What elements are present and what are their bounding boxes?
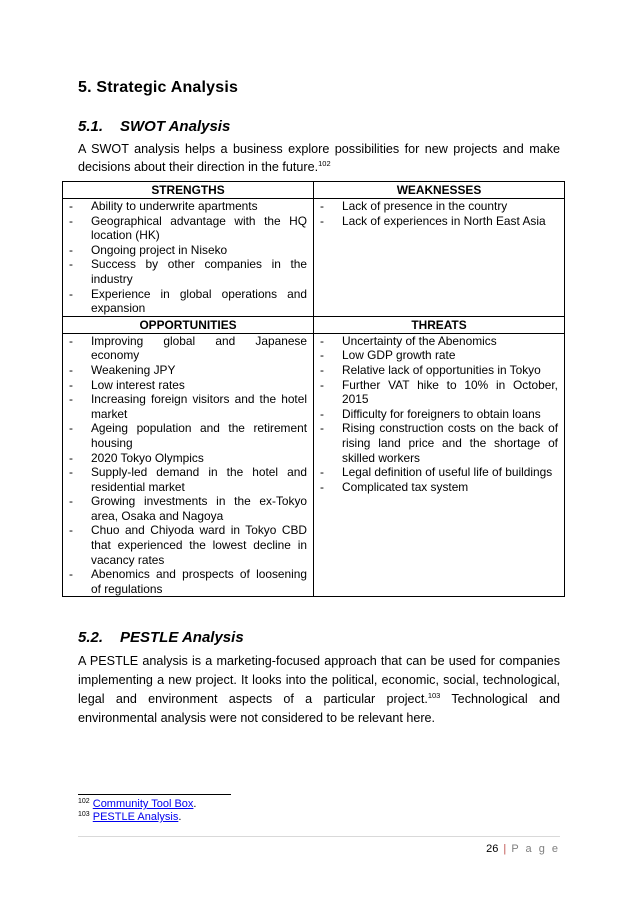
threats-item bbox=[320, 480, 558, 495]
strengths-item-text: Ongoing project in Niseko bbox=[91, 242, 228, 257]
bullet-dash: - bbox=[320, 362, 324, 377]
swot-heading bbox=[78, 118, 230, 135]
page-separator: | bbox=[503, 843, 507, 855]
opportunities-item-text: Increasing foreign visitors and the hotel market bbox=[91, 392, 307, 421]
footnote-tail: . bbox=[178, 811, 182, 823]
strengths-item bbox=[69, 214, 307, 243]
opportunities-item bbox=[69, 465, 307, 494]
threats-item bbox=[320, 348, 558, 363]
bullet-dash: - bbox=[69, 213, 73, 228]
footnote-103 bbox=[78, 811, 196, 824]
pestle-text-a: A PESTLE analysis is a marketing-focused approach that can be used for companies implementing a new project. It looks into the political, economic, social, technological, legal and environment aspects of a particular project. bbox=[78, 654, 560, 706]
threats-item bbox=[320, 334, 558, 349]
opportunities-list bbox=[69, 334, 307, 597]
bullet-dash: - bbox=[320, 479, 324, 494]
section-heading: 5. Strategic Analysis bbox=[78, 79, 239, 96]
page-label: P a g e bbox=[511, 843, 560, 855]
footnote-102 bbox=[78, 798, 196, 811]
opportunities-header: OPPORTUNITIES bbox=[63, 316, 314, 333]
weaknesses-list bbox=[320, 199, 558, 228]
pestle-heading-number: 5.2. bbox=[78, 629, 104, 646]
opportunities-item bbox=[69, 421, 307, 450]
strengths-list bbox=[69, 199, 307, 316]
bullet-dash: - bbox=[69, 242, 73, 257]
page-footer bbox=[486, 843, 560, 855]
bullet-dash: - bbox=[69, 362, 73, 377]
strengths-item-text: Success by other companies in the industry bbox=[91, 257, 307, 286]
strengths-item-text: Experience in global operations and expansion bbox=[91, 286, 307, 316]
strengths-item bbox=[69, 243, 307, 258]
weaknesses-header: WEAKNESSES bbox=[314, 182, 565, 199]
threats-item bbox=[320, 407, 558, 422]
swot-row-internal bbox=[63, 199, 565, 317]
bullet-dash: - bbox=[69, 257, 73, 272]
bullet-dash: - bbox=[69, 286, 73, 301]
bullet-dash: - bbox=[69, 450, 73, 465]
strengths-item-text: Geographical advantage with the HQ location (HK) bbox=[91, 213, 307, 243]
strengths-item bbox=[69, 257, 307, 286]
threats-item-text: Legal definition of useful life of buildings bbox=[342, 465, 553, 480]
strengths-item bbox=[69, 287, 307, 316]
bullet-dash: - bbox=[69, 392, 73, 407]
bullet-dash: - bbox=[320, 377, 324, 392]
footnote-number: 102 bbox=[78, 798, 90, 805]
threats-item bbox=[320, 421, 558, 465]
footnote-ref-103[interactable]: 103 bbox=[427, 691, 441, 700]
bullet-dash: - bbox=[69, 421, 73, 436]
opportunities-item-text: Growing investments in the ex-Tokyo area, Osaka and Nagoya bbox=[91, 494, 307, 523]
threats-item bbox=[320, 465, 558, 480]
opportunities-item-text: Ageing population and the retirement housing bbox=[91, 421, 307, 450]
bullet-dash: - bbox=[320, 421, 324, 436]
threats-cell bbox=[314, 333, 565, 597]
strengths-item-text: Ability to underwrite apartments bbox=[91, 199, 258, 213]
opportunities-item-text: Weakening JPY bbox=[91, 362, 176, 377]
opportunities-item bbox=[69, 567, 307, 596]
swot-heading-number: 5.1. bbox=[78, 118, 104, 135]
opportunities-item-text: Supply-led demand in the hotel and residential market bbox=[91, 465, 307, 494]
pestle-paragraph bbox=[78, 652, 560, 728]
threats-item bbox=[320, 378, 558, 407]
footnote-ref-102[interactable]: 102 bbox=[318, 159, 331, 168]
strengths-item bbox=[69, 199, 307, 214]
opportunities-item-text: Chuo and Chiyoda ward in Tokyo CBD that experienced the lowest decline in vacancy rates bbox=[91, 523, 307, 567]
swot-intro bbox=[78, 140, 560, 176]
pestle-text-b: Technological and environmental analysis were not considered to be relevant here. bbox=[78, 692, 560, 725]
bullet-dash: - bbox=[320, 213, 324, 228]
bullet-dash: - bbox=[69, 333, 73, 348]
bullet-dash: - bbox=[320, 465, 324, 480]
bullet-dash: - bbox=[69, 523, 73, 538]
swot-intro-text: A SWOT analysis helps a business explore possibilities for new projects and make decisions about their direction in the future. bbox=[78, 142, 560, 174]
pestle-heading-title: PESTLE Analysis bbox=[120, 629, 244, 646]
threats-item-text: Further VAT hike to 10% in October, 2015 bbox=[342, 377, 558, 407]
bullet-dash: - bbox=[320, 199, 324, 213]
threats-item-text: Low GDP growth rate bbox=[342, 348, 456, 363]
swot-header-row-2 bbox=[63, 316, 565, 333]
opportunities-item-text: Low interest rates bbox=[91, 377, 185, 392]
opportunities-item bbox=[69, 378, 307, 393]
swot-table bbox=[62, 181, 565, 597]
bullet-dash: - bbox=[320, 406, 324, 421]
weaknesses-cell bbox=[314, 199, 565, 317]
footnotes bbox=[78, 798, 196, 824]
threats-item-text: Relative lack of opportunities in Tokyo bbox=[342, 362, 541, 377]
threats-header: THREATS bbox=[314, 316, 565, 333]
bullet-dash: - bbox=[69, 199, 73, 213]
swot-heading-title: SWOT Analysis bbox=[120, 118, 231, 135]
pestle-heading bbox=[78, 629, 244, 646]
threats-item-text: Rising construction costs on the back of rising land price and the shortage of skilled workers bbox=[342, 421, 558, 465]
threats-item bbox=[320, 363, 558, 378]
strengths-cell bbox=[63, 199, 314, 317]
bullet-dash: - bbox=[320, 348, 324, 363]
opportunities-item bbox=[69, 363, 307, 378]
opportunities-item bbox=[69, 334, 307, 363]
weaknesses-item bbox=[320, 199, 558, 214]
weaknesses-item-text: Lack of presence in the country bbox=[342, 199, 508, 213]
swot-row-external bbox=[63, 333, 565, 597]
footnote-link-pestle-analysis[interactable]: PESTLE Analysis bbox=[92, 811, 179, 823]
strengths-header: STRENGTHS bbox=[63, 182, 314, 199]
page-number: 26 bbox=[486, 843, 499, 855]
swot-header-row bbox=[63, 182, 565, 199]
bullet-dash: - bbox=[320, 333, 324, 348]
weaknesses-item-text: Lack of experiences in North East Asia bbox=[342, 213, 546, 228]
threats-item-text: Uncertainty of the Abenomics bbox=[342, 333, 497, 348]
opportunities-item bbox=[69, 523, 307, 567]
bullet-dash: - bbox=[69, 567, 73, 582]
bullet-dash: - bbox=[69, 465, 73, 480]
opportunities-item bbox=[69, 451, 307, 466]
footnote-number: 103 bbox=[78, 811, 90, 818]
weaknesses-item bbox=[320, 214, 558, 229]
bullet-dash: - bbox=[69, 494, 73, 509]
opportunities-item-text: 2020 Tokyo Olympics bbox=[91, 450, 204, 465]
threats-item-text: Difficulty for foreigners to obtain loans bbox=[342, 406, 541, 421]
footnote-tail: . bbox=[193, 798, 197, 810]
footnote-link-community-tool-box[interactable]: Community Tool Box bbox=[92, 798, 194, 810]
bullet-dash: - bbox=[69, 377, 73, 392]
footer-rule bbox=[78, 836, 560, 837]
opportunities-item-text: Improving global and Japanese economy bbox=[91, 333, 307, 363]
opportunities-item bbox=[69, 392, 307, 421]
threats-list bbox=[320, 334, 558, 495]
opportunities-item bbox=[69, 494, 307, 523]
opportunities-cell bbox=[63, 333, 314, 597]
footnote-separator bbox=[78, 794, 231, 795]
threats-item-text: Complicated tax system bbox=[342, 479, 469, 494]
opportunities-item-text: Abenomics and prospects of loosening of regulations bbox=[91, 567, 307, 596]
